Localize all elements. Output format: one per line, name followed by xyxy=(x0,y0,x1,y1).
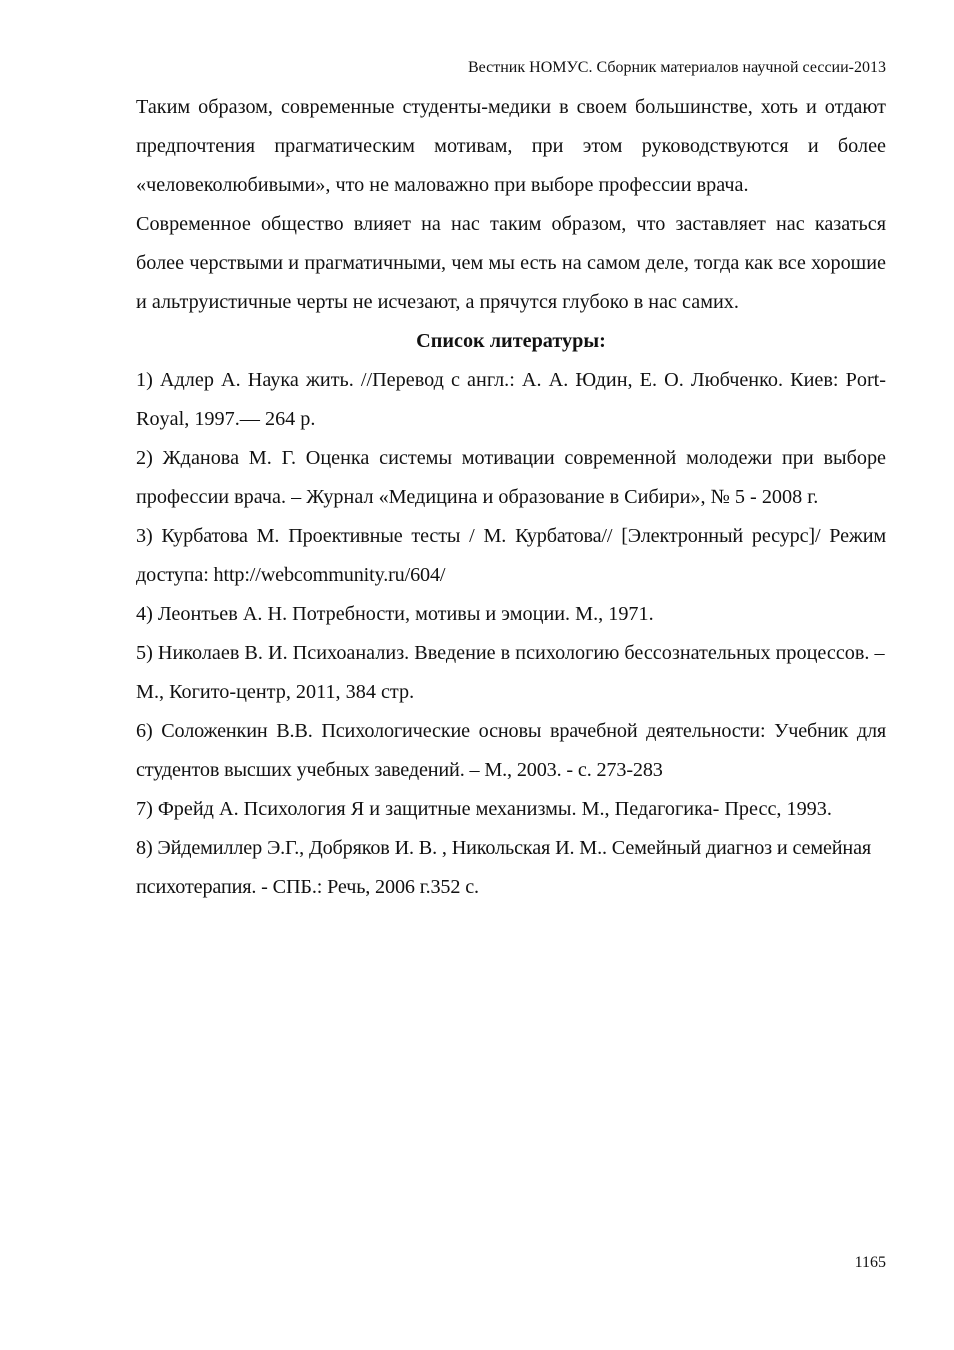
body-paragraph: Современное общество влияет на нас таким образом, что заставляет нас казаться более черствыми и прагматичными, чем мы есть на самом деле, тогда как все хорошие и альтруистичные черты не исчезают, а прячутся глубоко в нас самих. xyxy=(136,213,886,313)
reference-item: 1) Адлер А. Наука жить. //Перевод с англ.: А. А. Юдин, Е. О. Любченко. Киев: Port-Royal, 1997.— 264 p. xyxy=(136,369,886,430)
reference-item: 4) Леонтьев А. Н. Потребности, мотивы и эмоции. М., 1971. xyxy=(136,603,654,625)
page-number: 1165 xyxy=(854,1254,886,1271)
reference-item: 7) Фрейд А. Психология Я и защитные механизмы. М., Педагогика- Пресс, 1993. xyxy=(136,798,832,820)
reference-item: 8) Эйдемиллер Э.Г., Добряков И. В. , Никольская И. М.. Семейный диагноз и семейная психотерапия. - СПБ.: Речь, 2006 г.352 с. xyxy=(136,837,872,898)
reference-item: 5) Николаев В. И. Психоанализ. Введение в психологию бессознательных процессов. – М., Когито-центр, 2011, 384 стр. xyxy=(136,642,885,703)
reference-item: 2) Жданова М. Г. Оценка системы мотивации современной молодежи при выборе профессии врача. – Журнал «Медицина и образование в Сибири», № 5 - 2008 г. xyxy=(136,447,886,508)
page-content xyxy=(136,88,886,907)
running-header: Вестник НОМУС. Сборник материалов научной сессии-2013 xyxy=(467,59,886,76)
body-paragraph: Таким образом, современные студенты-медики в своем большинстве, хоть и отдают предпочтения прагматическим мотивам, при этом руководствуются и более «человеколюбивыми», что не маловажно при выборе профессии врача. xyxy=(136,96,886,196)
reference-item: 3) Курбатова М. Проективные тесты / М. Курбатова// [Электронный ресурс]/ Режим доступа: http://webcommunity.ru/604/ xyxy=(136,525,886,586)
references-heading: Список литературы: xyxy=(416,330,606,352)
reference-item: 6) Соложенкин В.В. Психологические основы врачебной деятельности: Учебник для студентов высших учебных заведений. – М., 2003. - с. 273-283 xyxy=(136,720,886,781)
